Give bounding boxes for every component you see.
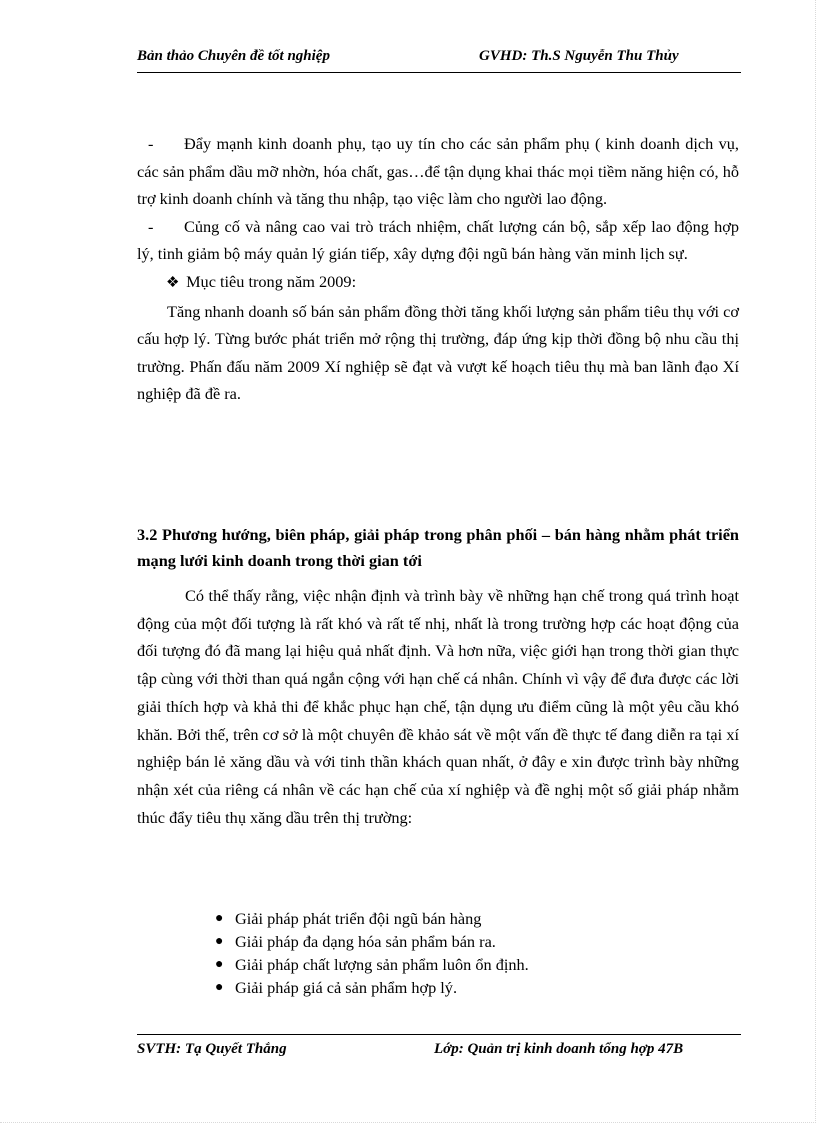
list-item [215, 953, 529, 976]
paragraph-dash-1 [137, 130, 739, 213]
goal-title-line [137, 268, 739, 298]
bullet-icon: ● [215, 980, 224, 995]
paragraph-dash-2 [137, 213, 739, 268]
footer-rule [137, 1034, 741, 1035]
list-item [215, 930, 529, 953]
list-item [215, 907, 529, 930]
list-item-text: Giải pháp đa dạng hóa sản phẩm bán ra. [235, 932, 496, 951]
section-body: Có thể thấy rằng, việc nhận định và trình bày về những hạn chế trong quá trình hoạt động của một đối tượng là rất khó và rất tế nhị, nhất là trong trường hợp các hoạt động của đối tượng đó đã mang lại hiệu quả nhất định. Và hơn nữa, việc giới hạn trong thời gian thực tập cùng với thời than quá ngắn cộng với hạn chế cá nhân. Chính vì vậy để đưa được các lời giải thích hợp và khả thi để khắc phục hạn chế, tận dụng ưu điểm cũng là một yêu cầu khó khăn. Bởi thế, trên cơ sở là một chuyên đề khảo sát về một vấn đề thực tế đang diễn ra tại xí nghiệp bán lẻ xăng dầu và với tinh thần khách quan nhất, ở đây e xin được trình bày những nhận xét của riêng cá nhân về các hạn chế của xí nghiệp và đề nghị một số giải pháp nhằm thúc đẩy tiêu thụ xăng dầu trên thị trường: [137, 586, 739, 827]
list-item-text: Giải pháp chất lượng sản phẩm luôn ổn định. [235, 955, 529, 974]
footer-student: SVTH: Tạ Quyết Thắng [137, 1041, 287, 1057]
paragraph-text: Củng cố và nâng cao vai trò trách nhiệm, chất lượng cán bộ, sắp xếp lao động hợp lý, tinh giảm bộ máy quản lý gián tiếp, xây dựng đội ngũ bán hàng văn minh lịch sự. [137, 216, 739, 264]
solution-list [215, 907, 529, 999]
header-rule [137, 72, 741, 73]
diamond-star-icon: ❖ [166, 274, 180, 291]
dash-marker: - [148, 134, 154, 153]
footer-class: Lớp: Quản trị kinh doanh tổng hợp 47B [434, 1041, 684, 1057]
paragraph-text: Đẩy mạnh kinh doanh phụ, tạo uy tín cho các sản phẩm phụ ( kinh doanh dịch vụ, các sản phẩm dầu mỡ nhờn, hóa chất, gas…để tận dụng khai thác mọi tiềm năng hiện có, hỗ trợ kinh doanh chính và tăng thu nhập, tạo việc làm cho người lao động. [137, 134, 739, 209]
bullet-icon: ● [215, 957, 224, 972]
goal-text: Tăng nhanh doanh số bán sản phẩm đồng thời tăng khối lượng sản phẩm tiêu thụ với cơ cấu hợp lý. Từng bước phát triển mở rộng thị trường, đáp ứng kịp thời đồng bộ nhu cầu thị trường. Phấn đấu năm 2009 Xí nghiệp sẽ đạt và vượt kế hoạch tiêu thụ mà ban lãnh đạo Xí nghiệp đã đề ra. [137, 301, 739, 404]
section-heading: 3.2 Phương hướng, biên pháp, giải pháp trong phân phối – bán hàng nhằm phát triển mạng lưới kinh doanh trong thời gian tới [137, 525, 739, 570]
list-item-text: Giải pháp phát triển đội ngũ bán hàng [235, 909, 482, 928]
dash-marker: - [148, 216, 154, 236]
bullet-icon: ● [215, 911, 224, 926]
header-title: Bản thảo Chuyên đề tốt nghiệp [137, 48, 330, 64]
header-advisor: GVHD: Th.S Nguyễn Thu Thủy [479, 48, 679, 64]
bullet-icon: ● [215, 934, 224, 949]
main-content [137, 130, 739, 408]
list-item [215, 976, 529, 999]
list-item-text: Giải pháp giá cả sản phẩm hợp lý. [235, 978, 458, 997]
goal-title: Mục tiêu trong năm 2009: [186, 271, 357, 291]
